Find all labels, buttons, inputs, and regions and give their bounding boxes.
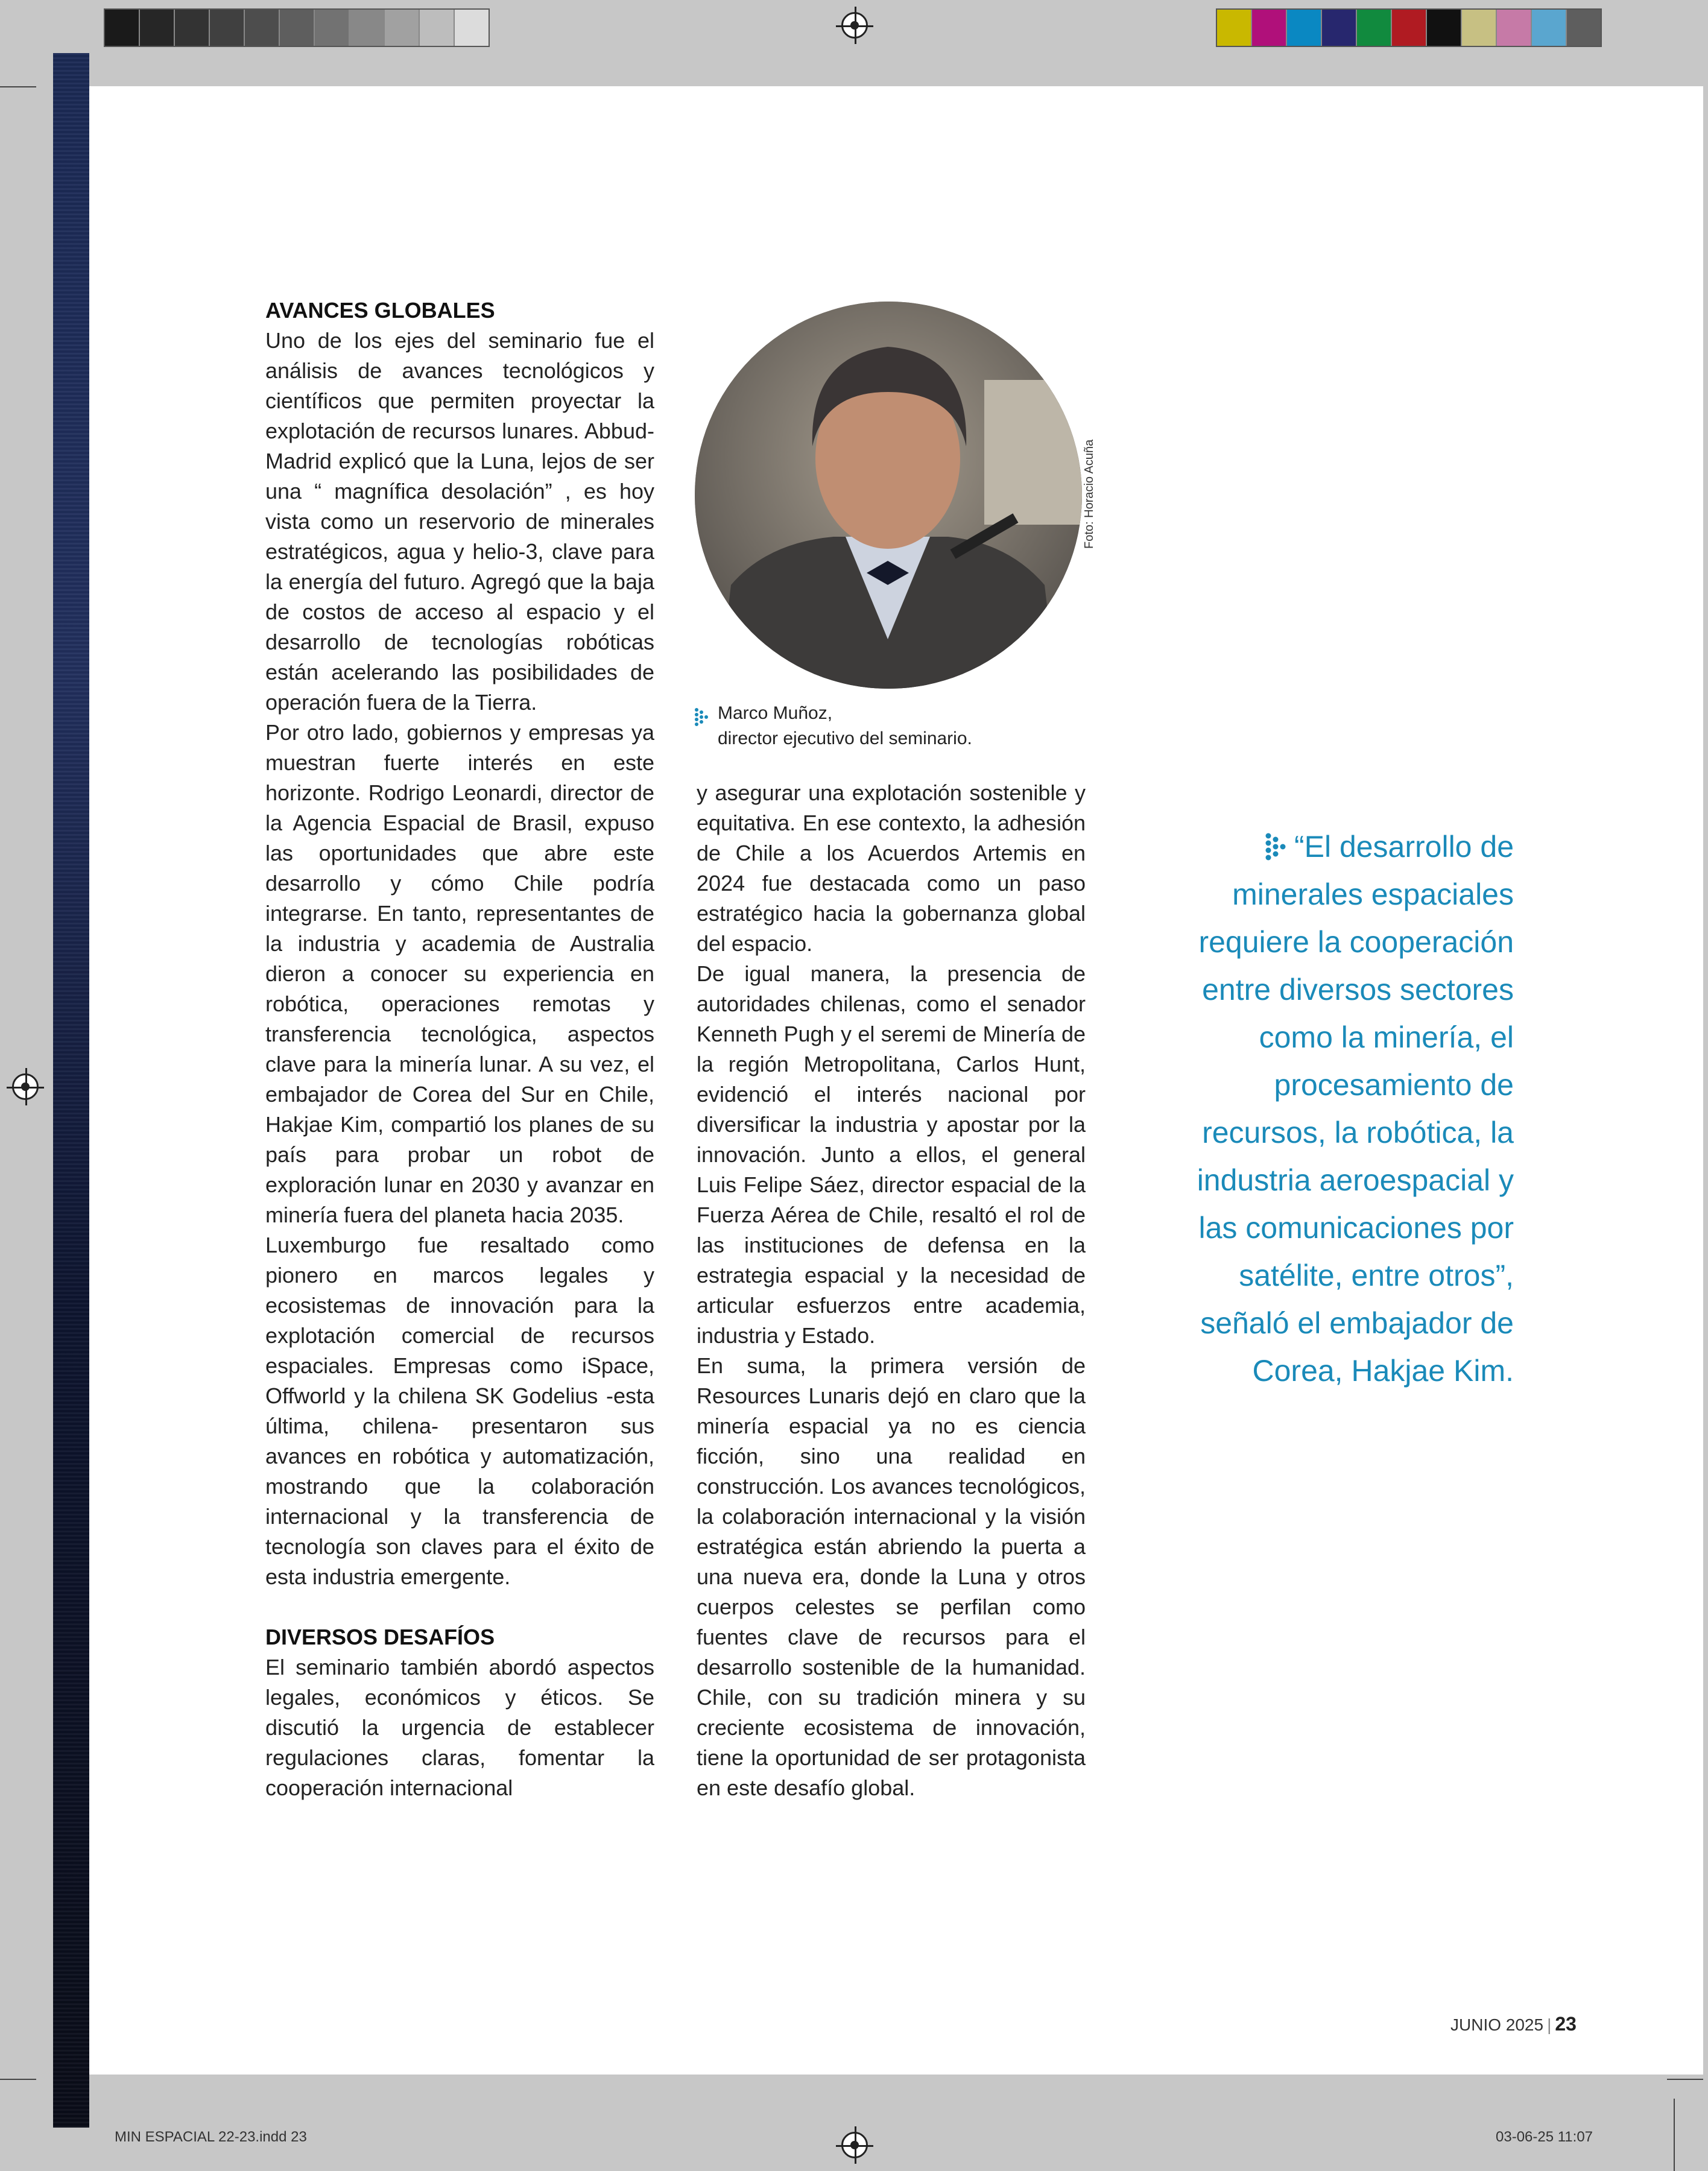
gray-swatch bbox=[105, 10, 140, 46]
color-swatch bbox=[1392, 10, 1427, 46]
article-paragraph: En suma, la primera versión de Resources Lunaris dejó en claro que la minería espacial ya no es ciencia ficción, sino una realidad en construcción. Los avances tecnológicos, la colaboración internacional y la visión estratégica están abriendo la puerta a una nueva era, donde la Luna y otros cuerpos celestes se perfilan como fuentes clave de recursos para el desarrollo sostenible de la humanidad. Chile, con su tradición minera y su creciente ecosistema de innovación, tiene la oportunidad de ser protagonista en este desafío global. bbox=[697, 1353, 1086, 1800]
crop-line bbox=[1667, 2079, 1703, 2080]
color-calibration-bar bbox=[1216, 8, 1602, 47]
article-paragraph: El seminario también abordó aspectos legales, económicos y éticos. Se discutió la urgencia de establecer regulaciones claras, fomentar la cooperación internacional bbox=[265, 1655, 654, 1800]
caption-name: Marco Muñoz, bbox=[718, 703, 833, 723]
color-swatch bbox=[1252, 10, 1287, 46]
print-timestamp: 03-06-25 11:07 bbox=[1496, 2129, 1593, 2145]
color-swatch bbox=[1497, 10, 1532, 46]
color-swatch bbox=[1427, 10, 1462, 46]
color-swatch bbox=[1462, 10, 1497, 46]
gray-swatch bbox=[385, 10, 420, 46]
gray-swatch bbox=[420, 10, 455, 46]
gray-calibration-bar bbox=[104, 8, 490, 47]
issue-date: JUNIO 2025 bbox=[1450, 2015, 1544, 2034]
photo-credit: Foto: Horacio Acuña bbox=[1083, 439, 1096, 549]
crop-line bbox=[1674, 2099, 1675, 2171]
folio-separator: | bbox=[1547, 2015, 1552, 2034]
color-swatch bbox=[1322, 10, 1357, 46]
page-folio bbox=[1450, 2013, 1577, 2035]
gray-swatch bbox=[455, 10, 489, 46]
article-paragraph: Luxemburgo fue resaltado como pionero en marcos legales y ecosistemas de innovación para la explotación comercial de recursos espaciales. Empresas como iSpace, Offworld y la chilena SK Godelius -esta última, chilena- presentaron sus avances en robótica y automatización, mostrando que la colaboración internacional y la transferencia de tecnología son claves para el éxito de esta industria emergente. bbox=[265, 1233, 654, 1589]
portrait-illustration bbox=[695, 302, 1082, 689]
section-heading-desafios: DIVERSOS DESAFÍOS bbox=[265, 1625, 495, 1649]
article-paragraph: Por otro lado, gobiernos y empresas ya muestran fuerte interés en este horizonte. Rodrigo Leonardi, director de la Agencia Espacial de Brasil, expuso las oportunidades que abre este desarrollo y cómo Chile podría integrarse. En tanto, representantes de la industria y academia de Australia dieron a conocer su experiencia en robótica, operaciones remotas y transferencia tecnológica, aspectos clave para la minería lunar. A su vez, el embajador de Corea del Sur en Chile, Hakjae Kim, compartió los planes de su país para probar un robot de exploración lunar en 2030 y avanzar en minería fuera del planeta hacia 2035. bbox=[265, 720, 654, 1227]
color-swatch bbox=[1532, 10, 1567, 46]
portrait-photo bbox=[695, 302, 1082, 689]
color-swatch bbox=[1357, 10, 1392, 46]
article-paragraph: Uno de los ejes del seminario fue el análisis de avances tecnológicos y científicos que permiten proyectar la explotación de recursos lunares. Abbud-Madrid explicó que la Luna, lejos de ser una “ magnífica desolación” , es hoy vista como un reservorio de minerales estratégicos, agua y helio-3, clave para la energía del futuro. Agregó que la baja de costos de acceso al espacio y el desarrollo de tecnologías robóticas están acelerando las posibilidades de operación fuera de la Tierra. bbox=[265, 328, 654, 715]
article-paragraph: y asegurar una explotación sostenible y equitativa. En ese contexto, la adhesión de Chile a los Acuerdos Artemis en 2024 fue destacada como un paso estratégico hacia la gobernanza global del espacio. bbox=[697, 780, 1086, 956]
gray-swatch bbox=[210, 10, 245, 46]
gray-swatch bbox=[280, 10, 315, 46]
cover-bleed-strip bbox=[53, 53, 89, 2128]
registration-mark-top bbox=[841, 12, 868, 39]
article-paragraph: De igual manera, la presencia de autoridades chilenas, como el senador Kenneth Pugh y el seremi de Minería de la región Metropolitana, Carlos Hunt, evidenció el interés nacional por diversificar la industria y apostar por la innovación. Junto a ellos, el general Luis Felipe Sáez, director espacial de la Fuerza Aérea de Chile, resaltó el rol de las instituciones de defensa en la estrategia espacial y la necesidad de articular esfuerzos entre academia, industria y Estado. bbox=[697, 961, 1086, 1348]
pull-quote bbox=[1164, 823, 1514, 1395]
gray-swatch bbox=[350, 10, 385, 46]
registration-mark-bottom bbox=[841, 2132, 868, 2158]
section-heading-avances: AVANCES GLOBALES bbox=[265, 298, 495, 323]
photo-caption bbox=[695, 701, 972, 751]
article-column-2 bbox=[697, 778, 1086, 1803]
pull-quote-text: “El desarrollo de minerales espaciales requiere la cooperación entre diversos sectores como la minería, el procesamiento de recursos, la robótica, la industria aeroespacial y las comunicaciones por satélite, entre otros”, señaló el embajador de Corea, Hakjae Kim. bbox=[1197, 830, 1514, 1388]
page-number: 23 bbox=[1555, 2013, 1577, 2035]
registration-mark-left bbox=[12, 1073, 39, 1100]
dots-icon bbox=[1265, 833, 1289, 861]
dots-icon bbox=[695, 708, 710, 727]
gray-swatch bbox=[315, 10, 350, 46]
crop-line bbox=[0, 86, 36, 87]
gray-swatch bbox=[140, 10, 175, 46]
gray-swatch bbox=[175, 10, 210, 46]
article-column-1 bbox=[265, 295, 654, 1803]
gray-swatch bbox=[245, 10, 280, 46]
color-swatch bbox=[1217, 10, 1252, 46]
color-swatch bbox=[1567, 10, 1601, 46]
file-slug: MIN ESPACIAL 22-23.indd 23 bbox=[115, 2129, 307, 2145]
color-swatch bbox=[1287, 10, 1322, 46]
crop-line bbox=[0, 2079, 36, 2080]
caption-role: director ejecutivo del seminario. bbox=[718, 728, 972, 748]
